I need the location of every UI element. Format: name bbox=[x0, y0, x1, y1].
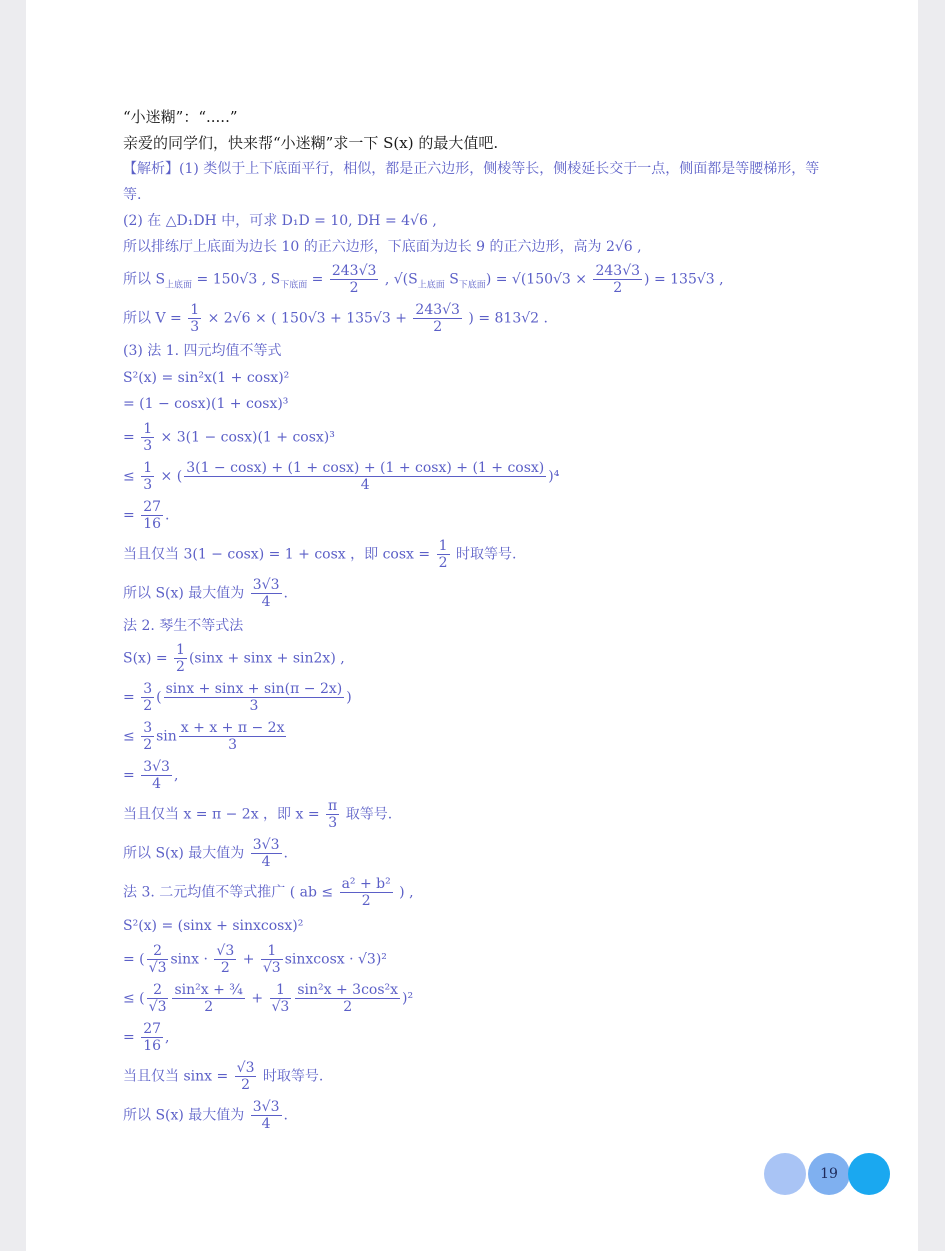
method1-result: 所以 S(x) 最大值为 $\frac{3√3}{4}$ . bbox=[123, 577, 288, 611]
method2-heading: 法 2. 琴生不等式法 bbox=[123, 618, 244, 635]
method2-step4: = $\frac{3√3}{4}$ , bbox=[123, 759, 179, 793]
method2-step2: = $\frac{3}{2}$ ( $\frac{\sin x + \sin x + \sin(\pi - 2x)}{3}$ ) bbox=[123, 681, 352, 715]
solution-part2-line1: (2) 在 △D₁DH 中，可求 D₁D = 10, DH = 4√6 , bbox=[123, 213, 437, 229]
method3-result: 所以 S(x) 最大值为 $\frac{3√3}{4}$ . bbox=[123, 1099, 288, 1133]
method1-step2: = (1 − cosx)(1 + cosx)³ bbox=[123, 396, 289, 413]
method1-heading: (3) 法 1. 四元均值不等式 bbox=[123, 343, 282, 360]
volume-formula: 所以 V = $\frac{1}{3}$ × 2√6 × ( 150√3 + 135√3 + $\frac{243√3}{2}$ ) = 813√2 . bbox=[123, 302, 548, 336]
document-page bbox=[26, 0, 918, 1251]
method1-step1: S²(x) = sin²x(1 + cosx)² bbox=[123, 370, 290, 387]
method1-equality: 当且仅当 3(1 − cosx) = 1 + cosx ，即 cosx = $\frac{1}{2}$ 时取等号. bbox=[123, 538, 517, 572]
method3-step2: = ( $\frac{2}{√3}$ sinx · $\frac{√3}{2}$ + $\frac{1}{√3}$ sinxcosx · √3)² bbox=[123, 943, 387, 977]
solution-part2-line2: 所以排练厅上底面为边长 10 的正六边形，下底面为边长 9 的正六边形，高为 2√6 , bbox=[123, 239, 642, 255]
method2-equality: 当且仅当 x = π − 2x ，即 x = $\frac{\pi}{3}$ 取等号. bbox=[123, 798, 393, 832]
method2-result: 所以 S(x) 最大值为 $\frac{3√3}{4}$ . bbox=[123, 837, 288, 871]
page-number-badge bbox=[764, 1153, 894, 1197]
method1-step4: ≤ $\frac{1}{3}$ × ( $\frac{3(1 - \cos x) + (1 + \cos x) + (1 + \cos x) + (1 + \cos x)}{4}$ )⁴ bbox=[123, 460, 560, 494]
method3-heading: 法 3. 二元均值不等式推广 ( ab ≤ $\frac{\text{a² + b²}}{2}$ ) , bbox=[123, 876, 414, 910]
decor-circle-right bbox=[848, 1153, 890, 1195]
method3-equality: 当且仅当 sinx = $\frac{√3}{2}$ 时取等号. bbox=[123, 1060, 324, 1094]
page-content bbox=[123, 107, 863, 1138]
decor-circle-left bbox=[764, 1153, 806, 1195]
solution-tag: 【解析】 bbox=[123, 161, 179, 177]
prompt-line: 亲爱的同学们，快来帮“小迷糊”求一下 S(x) 的最大值吧. bbox=[123, 134, 499, 152]
method3-step3: ≤ ( $\frac{2}{√3}$ $\frac{\text{sin²x + ¾}}{2}$ + $\frac{1}{√3}$ $\frac{\text{sin²x + 3cos²x}}{2}$ )² bbox=[123, 982, 414, 1016]
dialogue-line: “小迷糊”：“.....” bbox=[123, 108, 238, 126]
page-number: 19 bbox=[820, 1166, 838, 1182]
area-formula: 所以 $S_{上底面} = 150√3$ , $S_{下底面}$ = $\frac{243√3}{2}$ , $√(S_{上底面}$ $S_{下底面}) = √(150√3$ × $\frac{243√3}{2}$ ) = 135√3 , bbox=[123, 263, 724, 296]
solution-part1: 【解析】(1) 类似于上下底面平行，相似，都是正六边形，侧棱等长，侧棱延长交于一点，侧面都是等腰梯形，等 bbox=[123, 161, 820, 177]
method3-step4: = $\frac{27}{16}$ , bbox=[123, 1021, 170, 1055]
method3-step1: S²(x) = (sinx + sinxcosx)² bbox=[123, 918, 304, 935]
method1-step5: = $\frac{27}{16}$ . bbox=[123, 499, 170, 533]
method2-step1: S(x) = $\frac{1}{2}$ (sinx + sinx + sin2x) , bbox=[123, 642, 345, 676]
method2-step3: ≤ $\frac{3}{2}$ sin $\frac{x + x + \pi - 2x}{3}$ bbox=[123, 720, 285, 754]
solution-part1-cont: 等. bbox=[123, 187, 142, 203]
method1-step3: = $\frac{1}{3}$ × 3(1 − cosx)(1 + cosx)³ bbox=[123, 421, 335, 455]
